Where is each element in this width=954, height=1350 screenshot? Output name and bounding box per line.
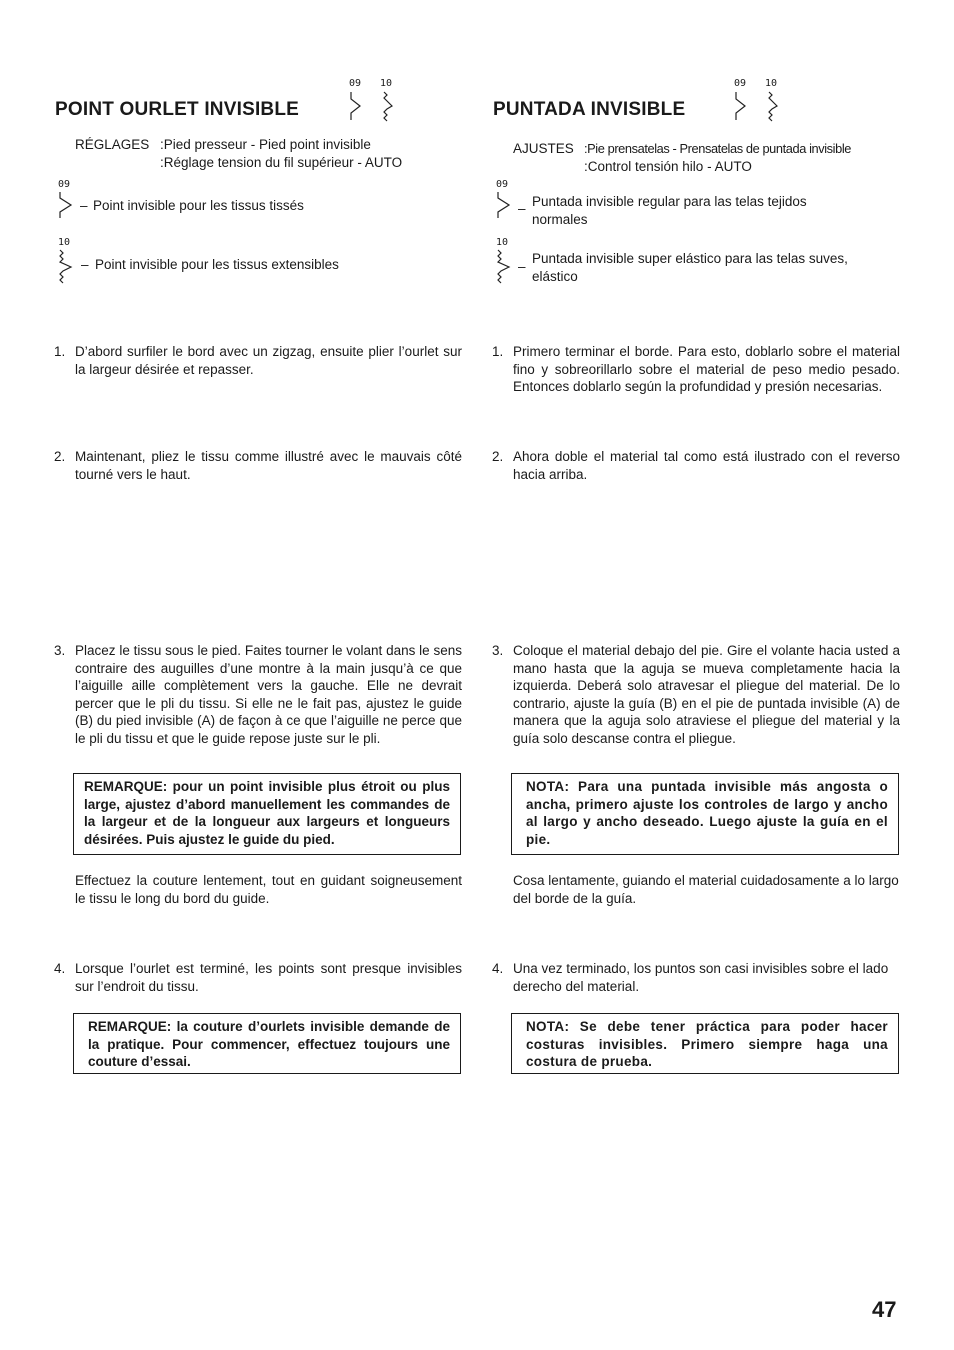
es-title: PUNTADA INVISIBLE	[493, 99, 686, 120]
fr-stitch10-description: Point invisible pour les tissus extensibles	[95, 257, 339, 272]
es-title-stitch10-number: 10	[765, 78, 778, 89]
fr-title: POINT OURLET INVISIBLE	[55, 99, 300, 120]
es-step-1-number: 1.	[492, 344, 504, 359]
fr-step-4-text: Lorsque l’ourlet est terminé, les points sont presque invisibles sur l’endroit du tissu.	[75, 961, 462, 994]
es-settings-label: AJUSTES	[513, 141, 574, 156]
fr-step-3-number: 3.	[54, 643, 66, 658]
fr-stitch09-number: 09	[58, 179, 71, 190]
stretch-blind-hem-stitch-icon	[494, 248, 514, 284]
es-title-stitch09-number: 09	[734, 78, 747, 89]
fr-step-4-number: 4.	[54, 961, 66, 976]
fr-step-1	[54, 343, 462, 378]
fr-step-2-text: Maintenant, pliez le tissu comme illustré avec le mauvais côté tourné vers le haut.	[75, 449, 462, 482]
es-stitch10-description: Puntada invisible super elástico para las telas suves, elástico	[532, 251, 848, 284]
blind-hem-stitch-icon	[56, 190, 76, 220]
fr-title-stitch09-number: 09	[349, 78, 362, 89]
es-note-1: NOTA: Para una puntada invisible más angosta o ancha, primero ajuste los controles de largo y ancho al largo y ancho deseado. Luego ajuste la guía en el pie.	[511, 773, 899, 855]
blind-hem-stitch-icon	[347, 90, 365, 122]
es-stitch09-dash: –	[518, 201, 526, 216]
stretch-blind-hem-stitch-icon	[763, 90, 781, 122]
es-step-4-number: 4.	[492, 961, 504, 976]
fr-title-stitch10-number: 10	[380, 78, 393, 89]
es-stitch09-description: Puntada invisible regular para las telas tejidos normales	[532, 194, 807, 227]
fr-settings-label: RÉGLAGES	[75, 137, 150, 152]
fr-note-1: REMARQUE: pour un point invisible plus étroit ou plus large, ajustez d’abord manuellement les commandes de la largeur et de la longueur aux largeurs et longueurs désirées. Puis ajustez le guide du pied.	[73, 773, 461, 855]
es-note-2: NOTA: Se debe tener práctica para poder hacer costuras invisibles. Primero siempre haga una costura de prueba.	[511, 1013, 899, 1074]
fr-step-4	[54, 960, 462, 995]
page-number: 47	[872, 1297, 897, 1322]
stretch-blind-hem-stitch-icon	[378, 90, 396, 122]
fr-note-2: REMARQUE: la couture d’ourlets invisible demande de la pratique. Pour commencer, effectuez toujours une couture d’essai.	[73, 1013, 461, 1074]
fr-stitch09-description: Point invisible pour les tissus tissés	[93, 198, 304, 213]
fr-stitch10-dash: –	[81, 257, 89, 272]
es-step-3-text: Coloque el material debajo del pie. Gire el volante hacia usted a mano hasta que la aguja se mueva completamente hacia la izquierda. Deberá solo atravesar el pliegue del material. De lo contrario, ajuste la guía (B) en el pie de puntada invisible (A) de manera que la aguja solo atraviese el pliegue del material y la guía solo descanse contra el pliegue.	[513, 643, 900, 746]
fr-step-1-text: D’abord surfiler le bord avec un zigzag, ensuite plier l’ourlet sur la largeur désirée et repasser.	[75, 344, 462, 377]
es-settings-line2: :Control tensión hilo - AUTO	[584, 159, 752, 174]
fr-settings-line1: :Pied presseur - Pied point invisible	[160, 137, 371, 152]
es-stitch10-dash: –	[518, 259, 526, 274]
fr-step-1-number: 1.	[54, 344, 66, 359]
es-step-1	[492, 343, 900, 396]
fr-settings-line2: :Réglage tension du fil supérieur - AUTO	[160, 155, 403, 170]
es-step-1-text: Primero terminar el borde. Para esto, doblarlo sobre el material fino y sobreorillarlo sobre el material de peso medio pesado. Entonces doblarlo según la profundidad y presión necesarias.	[513, 344, 900, 394]
blind-hem-stitch-icon	[732, 90, 750, 122]
es-step-2-number: 2.	[492, 449, 504, 464]
fr-stitch09-dash: –	[80, 198, 88, 213]
es-step-2-text: Ahora doble el material tal como está ilustrado con el reverso hacia arriba.	[513, 449, 900, 482]
fr-step-2-number: 2.	[54, 449, 66, 464]
fr-step-2	[54, 448, 462, 483]
es-settings-line1: :Pie prensatelas - Prensatelas de puntada invisible	[584, 141, 851, 156]
fr-sew-instruction: Effectuez la couture lentement, tout en guidant soigneusement le tissu le long du bord du guide.	[75, 873, 462, 906]
fr-step-3	[54, 642, 462, 747]
stretch-blind-hem-stitch-icon	[56, 248, 76, 284]
es-step-3-number: 3.	[492, 643, 504, 658]
es-step-2	[492, 448, 900, 483]
fr-step-3-text: Placez le tissu sous le pied. Faites tourner le volant dans le sens contraire des auguilles d’une montre à la main jusqu’à ce que l’aiguille aille complètement vers la gauche. Elle ne devrait percer que le pli du tissu. Si elle ne le fait pas, ajustez le guide (B) du pied invisible (A) de façon à ce que l’aiguille ne perce que le pli du tissu et que le guide repose juste sur le pli.	[75, 643, 462, 746]
es-stitch09-number: 09	[496, 179, 509, 190]
es-step-4-text: Una vez terminado, los puntos son casi invisibles sobre el lado derecho del material.	[513, 961, 889, 994]
es-step-4	[492, 960, 900, 995]
es-step-3	[492, 642, 900, 747]
blind-hem-stitch-icon	[494, 190, 514, 220]
es-stitch10-number: 10	[496, 237, 509, 248]
es-sew-instruction: Cosa lentamente, guiando el material cuidadosamente a lo largo del borde de la guía.	[513, 873, 899, 906]
fr-stitch10-number: 10	[58, 237, 71, 248]
